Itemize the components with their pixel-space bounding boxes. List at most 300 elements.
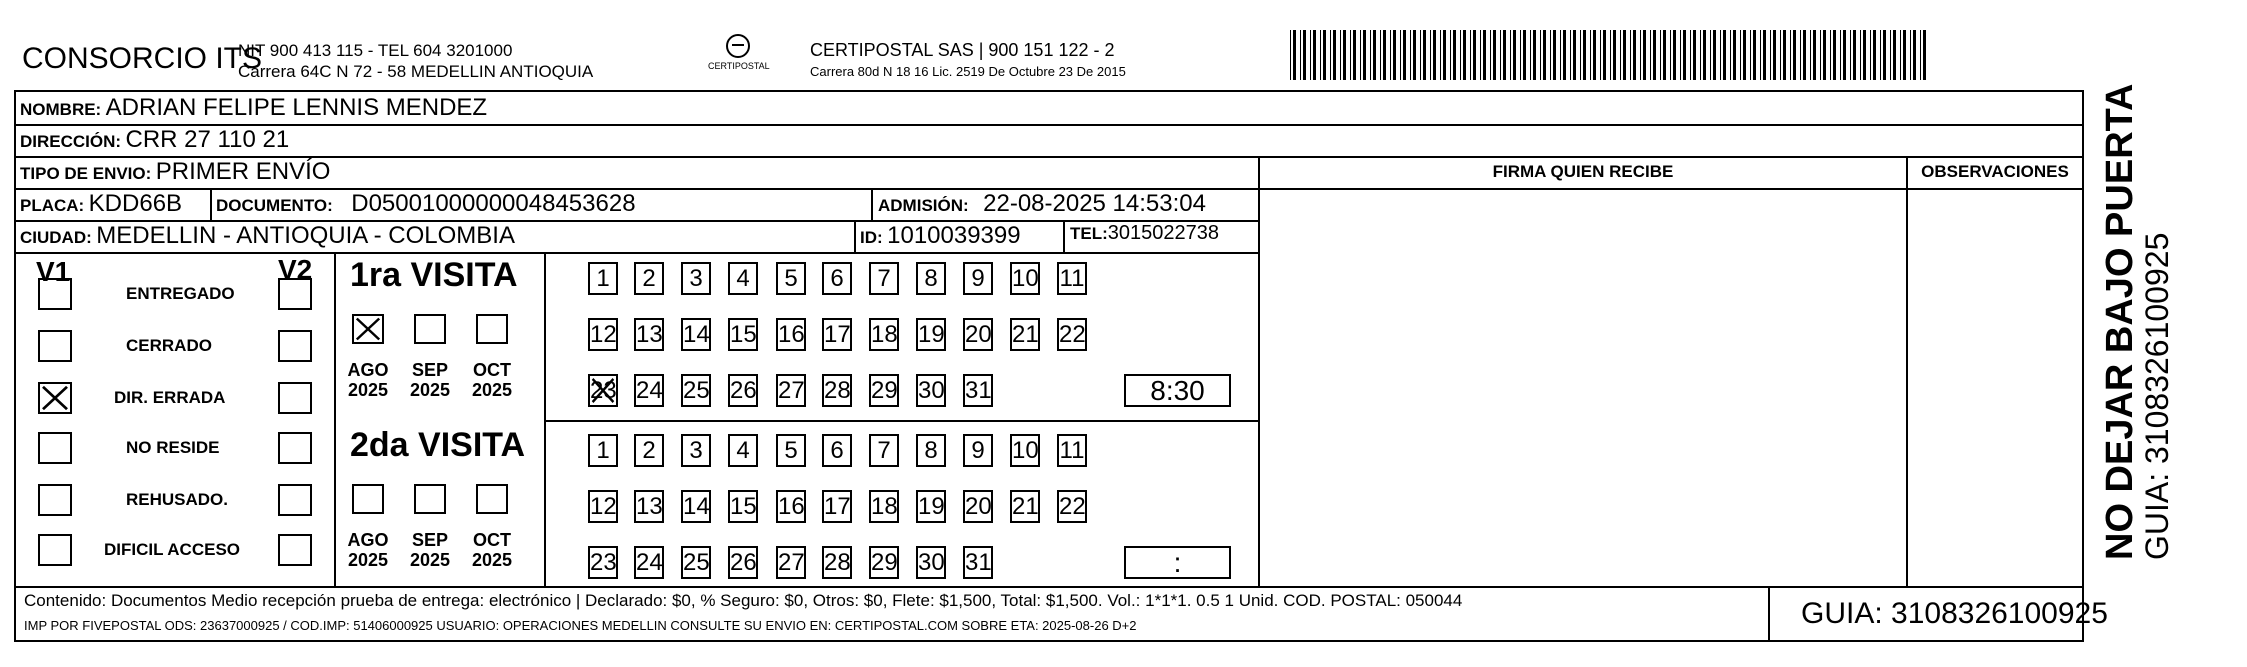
day-number: 31 <box>965 377 992 404</box>
day-box[interactable] <box>963 318 993 351</box>
v2-checkbox[interactable] <box>278 484 312 516</box>
day-box[interactable] <box>728 262 758 295</box>
barcode-bar <box>1370 30 1371 80</box>
firma-header: FIRMA QUIEN RECIBE <box>1492 162 1674 181</box>
day-box[interactable] <box>1057 434 1087 467</box>
first-visit-time[interactable]: 8:30 <box>1124 374 1231 407</box>
day-box[interactable] <box>681 318 711 351</box>
day-box[interactable] <box>1010 318 1040 351</box>
barcode-bar <box>1393 30 1396 80</box>
barcode-bar <box>1743 30 1746 80</box>
barcode-bar <box>1523 30 1526 80</box>
certi-line1: CERTIPOSTAL SAS | 900 151 122 - 2 <box>810 40 1115 60</box>
day-number: 10 <box>1012 437 1039 464</box>
day-box[interactable] <box>728 374 758 407</box>
day-number: 28 <box>824 377 851 404</box>
v2-header: V2 <box>278 254 313 285</box>
day-box[interactable] <box>728 546 758 579</box>
day-box[interactable] <box>588 490 618 523</box>
status-label: DIFICIL ACCESO <box>104 540 241 559</box>
day-box[interactable] <box>1057 490 1087 523</box>
barcode-bar <box>1640 30 1641 80</box>
id-value: 1010039399 <box>887 222 1021 249</box>
day-box[interactable] <box>916 374 946 407</box>
day-box[interactable] <box>776 262 806 295</box>
check-mark-icon <box>590 376 616 405</box>
barcode-bar <box>1623 30 1626 80</box>
barcode-bar <box>1563 30 1566 80</box>
day-number: 6 <box>830 265 844 292</box>
barcode-bar <box>1490 30 1491 80</box>
day-box[interactable] <box>728 318 758 351</box>
barcode-bar <box>1380 30 1381 80</box>
barcode-bar <box>1593 30 1596 80</box>
documento-cell <box>216 190 636 218</box>
barcode-bar <box>1620 30 1621 80</box>
barcode-bar <box>1590 30 1591 80</box>
barcode-bar <box>1540 30 1541 80</box>
tel-value: 3015022738 <box>1107 222 1220 244</box>
barcode-bar <box>1373 30 1376 80</box>
barcode-bar <box>1840 30 1841 80</box>
ciudad-label: CIUDAD: <box>20 228 92 247</box>
documento-label: DOCUMENTO: <box>216 196 333 215</box>
day-number: 28 <box>824 549 851 576</box>
day-number: 11 <box>1059 265 1085 292</box>
admision-value: 22-08-2025 14:53:04 <box>983 190 1206 217</box>
barcode-bar <box>1790 30 1791 80</box>
barcode-bar <box>1333 30 1336 80</box>
barcode-bar <box>1533 30 1536 80</box>
day-box[interactable] <box>963 490 993 523</box>
id-label: ID: <box>860 228 883 247</box>
day-number: 13 <box>636 321 663 348</box>
day-number: 4 <box>736 437 750 464</box>
barcode-bar <box>1900 30 1901 80</box>
barcode-bar <box>1680 30 1681 80</box>
guia-number: GUIA: 3108326100925 <box>1801 597 2108 630</box>
status-label: ENTREGADO <box>126 284 235 303</box>
v1-checkbox[interactable] <box>38 278 72 310</box>
barcode <box>1290 30 1930 80</box>
barcode-bar <box>1360 30 1361 80</box>
barcode-bar <box>1503 30 1506 80</box>
v2-checkbox[interactable] <box>278 330 312 362</box>
barcode-bar <box>1560 30 1561 80</box>
barcode-bar <box>1573 30 1576 80</box>
day-box[interactable] <box>916 434 946 467</box>
day-box[interactable] <box>916 262 946 295</box>
barcode-bar <box>1873 30 1876 80</box>
barcode-bar <box>1803 30 1806 80</box>
side-warning: NO DEJAR BAJO PUERTA <box>2099 83 2141 560</box>
barcode-bar <box>1923 30 1926 80</box>
company-name: CONSORCIO ITS <box>22 42 263 75</box>
day-box[interactable] <box>869 262 899 295</box>
day-box[interactable] <box>681 374 711 407</box>
day-number: 27 <box>778 377 805 404</box>
day-box[interactable] <box>822 318 852 351</box>
month-checkbox[interactable] <box>414 484 446 514</box>
day-number: 10 <box>1012 265 1039 292</box>
day-box[interactable] <box>869 318 899 351</box>
side-label <box>2100 84 2174 560</box>
month-label <box>460 360 524 400</box>
month-checkbox[interactable] <box>476 484 508 514</box>
barcode-bar <box>1353 30 1356 80</box>
day-box[interactable] <box>776 318 806 351</box>
day-box[interactable] <box>1010 490 1040 523</box>
v1-checkbox[interactable] <box>38 382 72 414</box>
day-box[interactable] <box>728 434 758 467</box>
barcode-bar <box>1890 30 1891 80</box>
month-checkbox[interactable] <box>352 484 384 514</box>
barcode-bar <box>1310 30 1311 80</box>
barcode-bar <box>1463 30 1466 80</box>
barcode-bar <box>1713 30 1716 80</box>
barcode-bar <box>1720 30 1721 80</box>
day-number: 16 <box>778 321 805 348</box>
barcode-bar <box>1470 30 1471 80</box>
status-label: NO RESIDE <box>126 438 220 457</box>
day-number: 31 <box>965 549 992 576</box>
barcode-bar <box>1403 30 1406 80</box>
barcode-bar <box>1290 30 1291 80</box>
company-contact <box>238 40 593 82</box>
day-number: 20 <box>965 321 992 348</box>
barcode-bar <box>1793 30 1796 80</box>
day-number: 25 <box>683 377 710 404</box>
barcode-bar <box>1453 30 1456 80</box>
v2-checkbox[interactable] <box>278 382 312 414</box>
barcode-bar <box>1860 30 1861 80</box>
barcode-bar <box>1810 30 1811 80</box>
month-year: 2025 <box>347 550 389 570</box>
v1-checkbox[interactable] <box>38 330 72 362</box>
day-number: 12 <box>590 321 617 348</box>
day-box[interactable] <box>728 490 758 523</box>
day-box[interactable] <box>588 546 618 579</box>
day-box[interactable] <box>681 434 711 467</box>
day-number: 27 <box>778 549 805 576</box>
v2-checkbox[interactable] <box>278 432 312 464</box>
day-number: 2 <box>642 437 656 464</box>
barcode-bar <box>1650 30 1651 80</box>
barcode-bar <box>1863 30 1866 80</box>
day-box[interactable] <box>776 374 806 407</box>
barcode-bar <box>1313 30 1316 80</box>
month-label <box>398 360 462 400</box>
second-visit-time[interactable]: : <box>1124 546 1231 579</box>
month-name: AGO <box>347 530 389 550</box>
barcode-bar <box>1350 30 1351 80</box>
tel-cell <box>1070 222 1219 245</box>
day-number: 6 <box>830 437 844 464</box>
day-number: 22 <box>1059 321 1086 348</box>
day-box[interactable] <box>634 374 664 407</box>
month-name: OCT <box>473 530 511 550</box>
admision-cell <box>878 190 1206 218</box>
barcode-bar <box>1760 30 1761 80</box>
month-year: 2025 <box>347 380 389 400</box>
barcode-bar <box>1653 30 1656 80</box>
admision-label: ADMISIÓN: <box>878 196 969 215</box>
day-number: 9 <box>971 437 985 464</box>
id-cell <box>860 222 1021 250</box>
day-number: 16 <box>778 493 805 520</box>
day-box[interactable] <box>634 262 664 295</box>
day-box[interactable] <box>822 490 852 523</box>
month-year: 2025 <box>471 380 513 400</box>
barcode-bar <box>1693 30 1696 80</box>
day-box[interactable] <box>681 490 711 523</box>
barcode-bar <box>1383 30 1386 80</box>
month-checkbox[interactable] <box>352 314 384 344</box>
status-label: REHUSADO. <box>126 490 229 509</box>
month-checkbox[interactable] <box>476 314 508 344</box>
logo-circle-icon <box>726 34 750 58</box>
month-label <box>460 530 524 570</box>
direccion-value: CRR 27 110 21 <box>125 126 290 153</box>
barcode-bar <box>1530 30 1531 80</box>
barcode-bar <box>1443 30 1446 80</box>
day-box[interactable] <box>822 546 852 579</box>
month-checkbox[interactable] <box>414 314 446 344</box>
day-box[interactable] <box>869 546 899 579</box>
day-number: 17 <box>824 321 851 348</box>
barcode-bar <box>1780 30 1781 80</box>
day-number: 8 <box>924 265 938 292</box>
day-number: 15 <box>730 493 757 520</box>
content-summary: Contenido: Documentos Medio recepción prueba de entrega: electrónico | Declarado: $0, % Seguro: $0, Otros: $0, Flete: $1,500, Total: $1,500. Vol.: 1*1*1. 0.5 1 Unid. COD. POSTAL: 050044 <box>24 591 1463 610</box>
barcode-bar <box>1633 30 1636 80</box>
barcode-bar <box>1460 30 1461 80</box>
barcode-bar <box>1450 30 1451 80</box>
day-box[interactable] <box>1057 318 1087 351</box>
barcode-bar <box>1710 30 1711 80</box>
day-number: 2 <box>642 265 656 292</box>
day-box[interactable] <box>634 318 664 351</box>
day-number: 1 <box>596 437 610 464</box>
barcode-bar <box>1730 30 1731 80</box>
day-box[interactable] <box>681 262 711 295</box>
month-name: SEP <box>411 360 449 380</box>
day-box[interactable] <box>588 262 618 295</box>
barcode-bar <box>1550 30 1551 80</box>
v1-header: V1 <box>36 256 71 287</box>
day-box[interactable] <box>963 434 993 467</box>
month-name: AGO <box>347 360 389 380</box>
day-number: 26 <box>730 549 757 576</box>
barcode-bar <box>1850 30 1851 80</box>
day-box[interactable] <box>822 262 852 295</box>
day-box[interactable] <box>869 434 899 467</box>
v1-checkbox[interactable] <box>38 432 72 464</box>
month-year: 2025 <box>471 550 513 570</box>
day-box[interactable] <box>822 434 852 467</box>
ciudad-cell <box>20 222 515 250</box>
day-number: 25 <box>683 549 710 576</box>
day-box[interactable] <box>634 490 664 523</box>
day-box[interactable] <box>588 374 618 407</box>
barcode-bar <box>1300 30 1301 80</box>
day-number: 19 <box>918 321 945 348</box>
day-box[interactable] <box>634 434 664 467</box>
month-label <box>398 530 462 570</box>
day-box[interactable] <box>1057 262 1087 295</box>
day-number: 13 <box>636 493 663 520</box>
barcode-bar <box>1663 30 1666 80</box>
barcode-bar <box>1420 30 1421 80</box>
barcode-bar <box>1483 30 1486 80</box>
barcode-bar <box>1753 30 1756 80</box>
day-number: 23 <box>590 377 617 404</box>
barcode-bar <box>1340 30 1341 80</box>
barcode-bar <box>1843 30 1846 80</box>
barcode-bar <box>1320 30 1321 80</box>
day-number: 20 <box>965 493 992 520</box>
ciudad-value: MEDELLIN - ANTIOQUIA - COLOMBIA <box>96 222 515 249</box>
day-box[interactable] <box>588 434 618 467</box>
day-number: 4 <box>736 265 750 292</box>
day-number: 29 <box>871 377 898 404</box>
barcode-bar <box>1853 30 1856 80</box>
day-number: 14 <box>683 321 710 348</box>
barcode-bar <box>1613 30 1616 80</box>
tel-label: TEL: <box>1070 224 1108 243</box>
second-visit-title: 2da VISITA <box>350 426 526 464</box>
address-line: Carrera 64C N 72 - 58 MEDELLIN ANTIOQUIA <box>238 62 594 81</box>
day-number: 1 <box>596 265 610 292</box>
tipo-envio-label: TIPO DE ENVIO: <box>20 164 152 183</box>
day-box[interactable] <box>916 318 946 351</box>
barcode-bar <box>1363 30 1366 80</box>
v1-checkbox[interactable] <box>38 534 72 566</box>
day-box[interactable] <box>1010 434 1040 467</box>
day-box[interactable] <box>963 262 993 295</box>
day-box[interactable] <box>869 490 899 523</box>
barcode-bar <box>1303 30 1306 80</box>
day-number: 14 <box>683 493 710 520</box>
day-box[interactable] <box>681 546 711 579</box>
barcode-bar <box>1543 30 1546 80</box>
day-number: 24 <box>636 549 663 576</box>
barcode-bar <box>1410 30 1411 80</box>
day-box[interactable] <box>869 374 899 407</box>
month-year: 2025 <box>409 550 451 570</box>
day-number: 7 <box>877 437 891 464</box>
check-mark-icon <box>40 384 70 412</box>
barcode-bar <box>1683 30 1686 80</box>
certi-line2: Carrera 80d N 18 16 Lic. 2519 De Octubre 23 De 2015 <box>810 64 1126 79</box>
day-box[interactable] <box>822 374 852 407</box>
barcode-bar <box>1433 30 1436 80</box>
v2-checkbox[interactable] <box>278 278 312 310</box>
day-box[interactable] <box>916 546 946 579</box>
barcode-bar <box>1643 30 1646 80</box>
certipostal-logo <box>708 34 768 82</box>
day-box[interactable] <box>634 546 664 579</box>
day-number: 30 <box>918 549 945 576</box>
barcode-bar <box>1880 30 1881 80</box>
barcode-bar <box>1413 30 1416 80</box>
day-box[interactable] <box>776 490 806 523</box>
month-name: OCT <box>473 360 511 380</box>
certipostal-info <box>810 40 1126 82</box>
barcode-bar <box>1700 30 1701 80</box>
tipo-envio-row <box>20 158 330 186</box>
day-number: 29 <box>871 549 898 576</box>
day-box[interactable] <box>963 546 993 579</box>
barcode-bar <box>1673 30 1676 80</box>
month-year: 2025 <box>409 380 451 400</box>
day-number: 21 <box>1012 321 1039 348</box>
day-box[interactable] <box>1010 262 1040 295</box>
documento-value: D05001000000048453628 <box>351 190 636 217</box>
placa-cell <box>20 190 182 218</box>
day-number: 18 <box>871 493 898 520</box>
day-number: 3 <box>689 437 703 464</box>
barcode-bar <box>1740 30 1741 80</box>
barcode-bar <box>1500 30 1501 80</box>
nombre-row <box>20 94 487 122</box>
placa-value: KDD66B <box>88 190 183 217</box>
barcode-bar <box>1480 30 1481 80</box>
barcode-bar <box>1820 30 1821 80</box>
day-box[interactable] <box>963 374 993 407</box>
side-guia: GUIA: 3108326100925 <box>2139 232 2175 560</box>
barcode-bar <box>1423 30 1426 80</box>
day-number: 17 <box>824 493 851 520</box>
barcode-bar <box>1493 30 1496 80</box>
day-box[interactable] <box>916 490 946 523</box>
barcode-bar <box>1330 30 1331 80</box>
barcode-bar <box>1510 30 1511 80</box>
v2-checkbox[interactable] <box>278 534 312 566</box>
barcode-bar <box>1893 30 1896 80</box>
barcode-bar <box>1813 30 1816 80</box>
nit-line: NIT 900 413 115 - TEL 604 3201000 <box>238 41 513 60</box>
day-number: 3 <box>689 265 703 292</box>
observaciones-header: OBSERVACIONES <box>1921 162 2069 181</box>
barcode-bar <box>1600 30 1601 80</box>
barcode-bar <box>1520 30 1521 80</box>
day-box[interactable] <box>588 318 618 351</box>
day-box[interactable] <box>776 546 806 579</box>
barcode-bar <box>1603 30 1606 80</box>
barcode-bar <box>1570 30 1571 80</box>
day-number: 7 <box>877 265 891 292</box>
month-label <box>336 530 400 570</box>
barcode-bar <box>1800 30 1801 80</box>
day-number: 23 <box>590 549 617 576</box>
day-number: 12 <box>590 493 617 520</box>
day-number: 5 <box>784 265 798 292</box>
barcode-bar <box>1440 30 1441 80</box>
barcode-bar <box>1750 30 1751 80</box>
barcode-bar <box>1390 30 1391 80</box>
barcode-bar <box>1920 30 1921 80</box>
day-number: 9 <box>971 265 985 292</box>
barcode-bar <box>1763 30 1766 80</box>
barcode-bar <box>1583 30 1586 80</box>
barcode-bar <box>1630 30 1631 80</box>
barcode-bar <box>1703 30 1706 80</box>
day-box[interactable] <box>776 434 806 467</box>
v1-checkbox[interactable] <box>38 484 72 516</box>
barcode-bar <box>1293 30 1296 80</box>
day-number: 11 <box>1059 437 1085 464</box>
